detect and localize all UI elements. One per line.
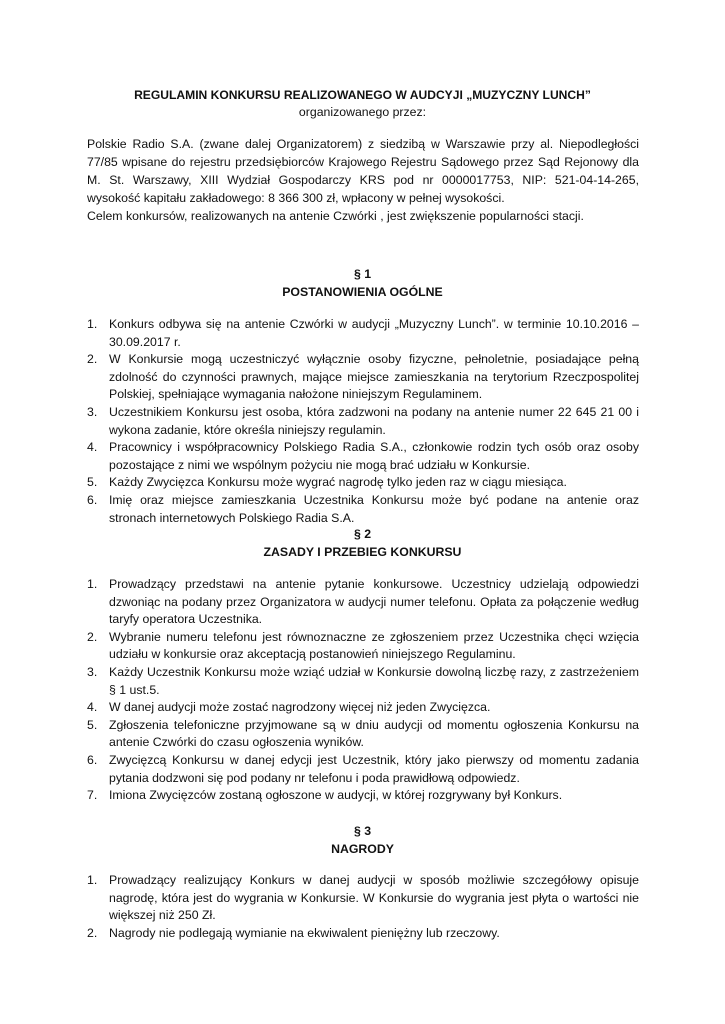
section-3-header [0, 822, 725, 858]
list-item [87, 439, 639, 474]
intro-block [87, 135, 639, 225]
section-number: § 2 [353, 527, 372, 541]
section-number: § 3 [353, 824, 372, 838]
item-text: Zwycięzcą Konkursu w danej edycji jest Uczestnik, który jako pierwszy od momentu zadania pytania dodzwoni się pod podany nr telefonu i poda prawidłową odpowiedz. [109, 752, 639, 785]
item-text: Każdy Uczestnik Konkursu może wziąć udział w Konkursie dowolną liczbę razy, z zastrzeżeniem § 1 ust.5. [109, 664, 639, 697]
item-number: 6. [87, 752, 98, 767]
section-2-list [87, 576, 639, 805]
document-title: REGULAMIN KONKURSU REALIZOWANEGO W AUDCYJI „MUZYCZNY LUNCH” [134, 88, 591, 102]
item-number: 5. [87, 717, 98, 732]
item-text: Pracownicy i współpracownicy Polskiego Radia S.A., członkowie rodzin tych osób oraz osoby pozostające z nimi we wspólnym pożyciu nie mogą brać udziału w Konkursie. [109, 440, 639, 472]
item-text: Konkurs odbywa się na antenie Czwórki w audycji „Muzyczny Lunch”. w terminie 10.10.2016 – 30.09.2017 r. [109, 317, 639, 349]
item-number: 2. [87, 925, 98, 940]
item-number: 4. [87, 440, 98, 455]
item-text: Uczestnikiem Konkursu jest osoba, która zadzwoni na podany na antenie numer 22 645 21 00 i wykona zadanie, które określa niniejszy regulamin. [109, 404, 639, 437]
section-number: § 1 [353, 267, 372, 281]
list-item [87, 492, 639, 527]
item-number: 4. [87, 700, 98, 715]
list-item [87, 404, 639, 439]
item-text: Zgłoszenia telefoniczne przyjmowane są w dniu audycji od momentu ogłoszenia Konkursu na antenie Czwórki do czasu ogłoszenia wyników. [109, 717, 639, 750]
item-number: 3. [87, 664, 98, 679]
item-text: Każdy Zwycięzca Konkursu może wygrać nagrodę tylko jeden raz w ciągu miesiąca. [109, 475, 567, 490]
section-heading: NAGRODY [331, 842, 394, 856]
list-item [87, 872, 639, 925]
section-1-header [0, 265, 725, 301]
list-item [87, 629, 639, 664]
list-item [87, 351, 639, 404]
item-text: Imiona Zwycięzców zostaną ogłoszone w audycji, w której rozgrywany był Konkurs. [109, 788, 563, 803]
list-item [87, 752, 639, 787]
list-item [87, 664, 639, 699]
item-text: W danej audycji może zostać nagrodzony więcej niż jeden Zwycięzca. [109, 700, 491, 715]
section-1-list [87, 316, 639, 527]
list-item [87, 787, 639, 805]
item-number: 3. [87, 404, 98, 419]
item-text: Prowadzący przedstawi na antenie pytanie konkursowe. Uczestnicy udzielają odpowiedzi dzwoniąc na podany przez Organizatora w audycji numer telefonu. Opłata za połączenie według taryfy operatora Uczestnika. [109, 577, 639, 627]
item-number: 1. [87, 577, 98, 591]
item-text: Wybranie numeru telefonu jest równoznaczne ze zgłoszeniem przez Uczestnika chęci wzięcia udziału w konkursie oraz akceptacją postanowień niniejszego Regulaminu. [109, 629, 639, 662]
item-number: 2. [87, 352, 98, 367]
section-heading: POSTANOWIENIA OGÓLNE [282, 285, 443, 299]
item-text: Prowadzący realizujący Konkurs w danej audycji w sposób możliwie szczegółowy opisuje nagrodę, która jest do wygrania w Konkursie. W Konkursie do wygrania jest płyta o wartości nie większej niż 250 Zł. [109, 873, 639, 923]
item-text: W Konkursie mogą uczestniczyć wyłącznie osoby fizyczne, pełnoletnie, posiadające pełną zdolność do czynności prawnych, mające miejsce zamieszkania na terytorium Rzeczpospolitej Polskiej, spełniające wymagania nałożone niniejszym Regulaminem. [109, 352, 639, 402]
item-number: 6. [87, 492, 98, 507]
list-item [87, 717, 639, 752]
item-text: Imię oraz miejsce zamieszkania Uczestnika Konkursu może być podane na antenie oraz stronach internetowych Polskiego Radia S.A. [109, 492, 639, 525]
item-number: 2. [87, 629, 98, 644]
intro-paragraph: Polskie Radio S.A. (zwane dalej Organizatorem) z siedzibą w Warszawie przy al. Niepodległości 77/85 wpisane do rejestru przedsiębiorców Krajowego Rejestru Sądowego przez Sąd Rejonowy dla M. St. Warszawy, XIII Wydział Gospodarczy KRS pod nr 0000017753, NIP: 521-04-14-265, wysokość kapitału zakładowego: 8 366 300 zł, wpłacony w pełnej wysokości. [87, 137, 639, 205]
section-3-list [87, 872, 639, 942]
list-item [87, 316, 639, 351]
item-number: 1. [87, 873, 98, 887]
section-2-header [0, 525, 725, 561]
item-text: Nagrody nie podlegają wymianie na ekwiwalent pieniężny lub rzeczowy. [109, 925, 500, 940]
list-item [87, 576, 639, 629]
intro-purpose: Celem konkursów, realizowanych na antenie Czwórki , jest zwiększenie popularności stacji. [87, 209, 584, 223]
list-item [87, 699, 639, 717]
item-number: 5. [87, 475, 98, 490]
section-heading: ZASADY I PRZEBIEG KONKURSU [263, 545, 462, 559]
document-subtitle: organizowanego przez: [298, 105, 427, 119]
item-number: 7. [87, 788, 98, 803]
item-number: 1. [87, 317, 98, 331]
list-item [87, 474, 639, 492]
list-item [87, 925, 639, 943]
